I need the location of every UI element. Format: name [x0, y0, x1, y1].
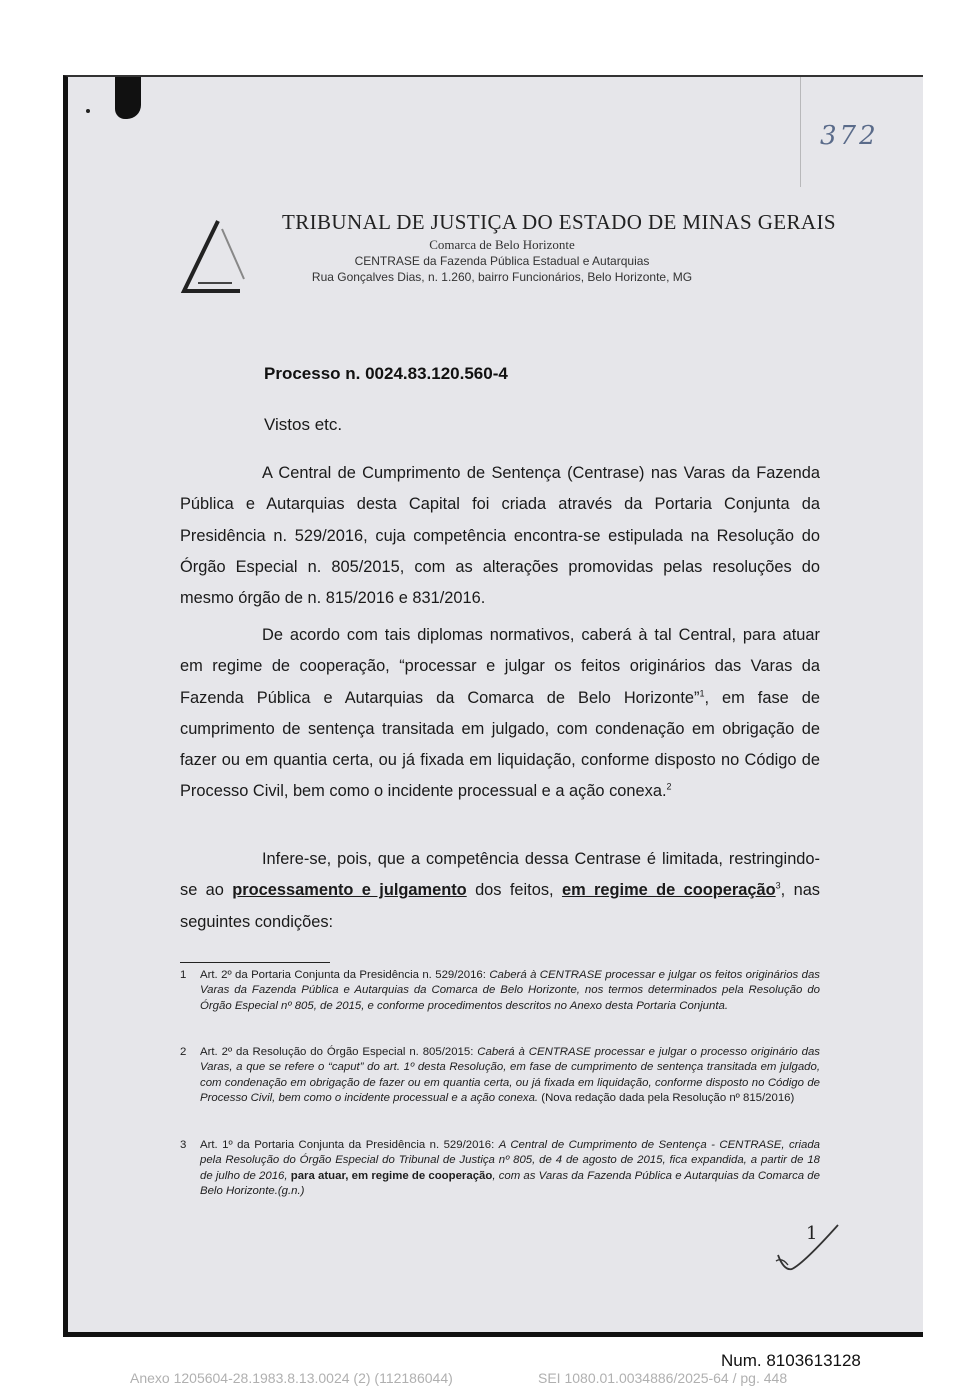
footnote-ref-2: 2: [666, 782, 672, 793]
vistos-line: Vistos etc.: [264, 415, 343, 434]
footnote-3: [180, 1138, 820, 1200]
paragraph-1: [180, 458, 820, 614]
paragraph-3-text-a: Infere-se, pois, que a competência dessa Centrase é limitada, restringindo-se ao: [180, 850, 820, 900]
tribunal-logo-icon: [178, 217, 248, 297]
underlined-processamento: processamento e julgamento: [232, 881, 467, 900]
scan-blot: [115, 77, 141, 119]
paragraph-3-text-b: dos feitos,: [466, 881, 562, 900]
footnote-separator: [180, 962, 330, 963]
page-footer-number: 1: [806, 1223, 818, 1244]
address-line: Rua Gonçalves Dias, n. 1.260, bairro Funcionários, Belo Horizonte, MG: [311, 270, 693, 284]
margin-line: [800, 77, 809, 187]
paragraph-3-text-c: , nas seguintes condições:: [180, 881, 821, 931]
paragraph-2: [180, 620, 820, 808]
comarca-line: Comarca de Belo Horizonte: [429, 237, 575, 252]
process-number: Processo n. 0024.83.120.560-4: [264, 364, 508, 383]
paragraph-3: [180, 844, 820, 938]
footnote-3-text: Art. 1º da Portaria Conjunta da Presidência n. 529/2016:: [200, 1139, 499, 1151]
paragraph-2-text-b: , em fase de cumprimento de sentença transitada em julgado, com condenação em obrigação de fazer ou em quantia certa, ou já fixada em liquidação, conforme disposto no Código de Processo Civil, bem como o incidente processual e a ação conexa.: [180, 688, 820, 801]
anexo-stamp: Anexo 1205604-28.1983.8.13.0024 (2) (112186044): [130, 1370, 453, 1386]
initials-signature-icon: [774, 1219, 844, 1279]
footnote-2: [180, 1045, 820, 1107]
paragraph-1-text: A Central de Cumprimento de Sentença (Centrase) nas Varas da Fazenda Pública e Autarquias desta Capital foi criada através da Portaria Conjunta da Presidência n. 529/2016, cuja competência encontra-se estipulada na Resolução do Órgão Especial n. 805/2015, com as alterações promovidas pelas resoluções do mesmo órgão de n. 815/2016 e 831/2016.: [180, 464, 820, 608]
footnote-3-quote-a: A Central de Cumprimento de Sentença - CENTRASE, criada pela Resolução do Órgão Especial do Tribunal de Justiça nº 805, de 4 de agosto de 2015, fica expandida, a partir de 18 de julho de 2016,: [200, 1139, 820, 1182]
sei-stamp: SEI 1080.01.0034886/2025-64 / pg. 448: [538, 1370, 788, 1386]
paragraph-2-text-a: De acordo com tais diplomas normativos, caberá à tal Central, para atuar em regime de cooperação, “processar e julgar os feitos originários das Varas da Fazenda Pública e Autarquias da Comarca de Belo Horizonte”: [180, 626, 820, 707]
footnote-1-quote: Caberá à CENTRASE processar e julgar os feitos originários das Varas da Fazenda Pública e Autarquias da Comarca de Belo Horizonte, nos termos determinados pela Resolução do Órgão Especial nº 805, de 2015, e conforme procedimentos descritos no Anexo desta Portaria Conjunta.: [200, 969, 820, 1012]
footnote-2-text: Art. 2º da Resolução do Órgão Especial n. 805/2015:: [200, 1046, 478, 1058]
footnote-3-number: 3: [180, 1139, 187, 1151]
footnote-3-bold: para atuar, em regime de cooperação: [290, 1169, 493, 1182]
document-num-stamp: Num. 8103613128: [721, 1351, 861, 1370]
footnote-1-number: 1: [180, 969, 187, 981]
footnote-ref-1: 1: [699, 688, 705, 699]
scanned-page: [63, 75, 923, 1337]
footnote-3-quote-b: , com as Varas da Fazenda Pública e Autarquias da Comarca de Belo Horizonte.(g.n.): [200, 1169, 820, 1198]
centrase-line: CENTRASE da Fazenda Pública Estadual e Autarquias: [354, 254, 650, 268]
footnote-2-number: 2: [180, 1046, 187, 1058]
footnote-2-quote: Caberá à CENTRASE processar e julgar o processo originário das Varas, a que se refere o “caput” do art. 1º desta Resolução, em fase de cumprimento de sentença transitada em julgado, com condenação em obrigação de fazer ou em quantia certa, ou já fixada em liquidação, conforme disposto no Código de Processo Civil, bem como o incidente processual e a ação conexa.: [200, 1046, 820, 1105]
handwritten-page-number: 372: [820, 121, 879, 151]
footnote-ref-3: 3: [775, 880, 781, 891]
footnote-1: [180, 968, 820, 1014]
court-title: TRIBUNAL DE JUSTIÇA DO ESTADO DE MINAS GERAIS: [282, 210, 836, 234]
underlined-cooperacao: em regime de cooperação: [561, 881, 776, 900]
footnote-1-text: Art. 2º da Portaria Conjunta da Presidência n. 529/2016:: [200, 969, 490, 981]
footnote-2-note: (Nova redação dada pela Resolução nº 815/2016): [538, 1092, 795, 1105]
scan-dot: [86, 109, 90, 113]
